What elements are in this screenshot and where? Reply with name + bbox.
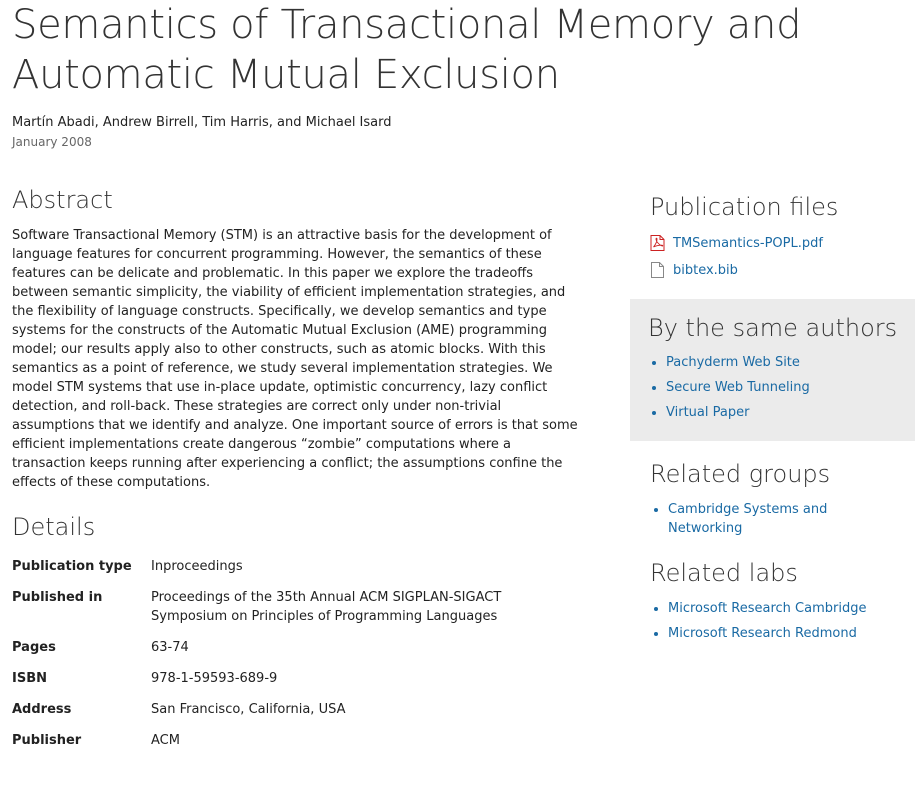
author-list: Martín Abadi, Andrew Birrell, Tim Harris, and Michael Isard: [12, 115, 392, 130]
same-author-link[interactable]: Secure Web Tunneling: [666, 380, 810, 395]
publication-date: January 2008: [12, 135, 92, 149]
abstract-heading: Abstract: [12, 186, 113, 214]
details-row-address: [12, 700, 531, 731]
same-authors-panel: [630, 299, 915, 441]
file-name: TMSemantics-POPL.pdf: [673, 236, 823, 251]
file-link-pdf[interactable]: [650, 234, 915, 253]
details-table: [12, 557, 531, 762]
details-row-publisher: [12, 731, 531, 762]
pdf-file-icon: [650, 235, 663, 250]
details-label: Published in: [12, 590, 103, 605]
related-groups-heading: Related groups: [650, 460, 831, 488]
details-value: Proceedings of the 35th Annual ACM SIGPLAN-SIGACT Symposium on Principles of Programming Languages: [151, 590, 502, 624]
list-item: [666, 353, 915, 372]
list-item: [666, 378, 915, 397]
related-labs-list: [650, 599, 915, 643]
related-labs-heading: Related labs: [650, 559, 798, 587]
list-item: [668, 599, 915, 618]
details-row-pages: [12, 638, 531, 669]
details-value: 63-74: [151, 640, 189, 655]
details-label: Address: [12, 702, 72, 717]
publication-files-list: [650, 234, 915, 288]
file-link-bib[interactable]: [650, 261, 915, 280]
details-label: Publication type: [12, 559, 132, 574]
same-author-link[interactable]: Virtual Paper: [666, 405, 750, 420]
list-item: [668, 624, 915, 643]
same-authors-list: [648, 353, 915, 422]
details-value: ACM: [151, 733, 180, 748]
details-heading: Details: [12, 513, 96, 541]
same-author-link[interactable]: Pachyderm Web Site: [666, 355, 800, 370]
details-value: 978-1-59593-689-9: [151, 671, 278, 686]
publication-files-heading: Publication files: [650, 193, 839, 221]
details-row-published-in: [12, 588, 531, 638]
list-item: [668, 500, 868, 538]
same-authors-heading: By the same authors: [648, 314, 898, 342]
document-file-icon: [650, 262, 663, 277]
abstract-text: Software Transactional Memory (STM) is an attractive basis for the development of language features for concurrent programming. However, the semantics of these features can be delicate and problematic. In this paper we explore the tradeoffs between semantic simplicity, the viability of efficient implementation strategies, and the flexibility of language constructs. Specifically, we develop semantics and type systems for the constructs of the Automatic Mutual Exclusion (AME) programming model; our results apply also to other constructs, such as atomic blocks. With this semantics as a point of reference, we study several implementation strategies. We model STM systems that use in-place update, optimistic concurrency, lazy conflict detection, and roll-back. These strategies are correct only under non-trivial assumptions that we identify and analyze. One important source of errors is that some efficient implementations create dangerous “zombie” computations where a transaction keeps running after experiencing a conflict; the assumptions confine the effects of these computations.: [12, 228, 578, 490]
related-group-link[interactable]: Cambridge Systems and Networking: [668, 502, 828, 536]
file-name: bibtex.bib: [673, 263, 738, 278]
details-label: ISBN: [12, 671, 47, 686]
list-item: [666, 403, 915, 422]
details-value: San Francisco, California, USA: [151, 702, 346, 717]
details-row-isbn: [12, 669, 531, 700]
related-lab-link[interactable]: Microsoft Research Cambridge: [668, 601, 867, 616]
details-label: Publisher: [12, 733, 82, 748]
related-lab-link[interactable]: Microsoft Research Redmond: [668, 626, 857, 641]
details-label: Pages: [12, 640, 56, 655]
details-value: Inproceedings: [151, 559, 243, 574]
page-title: Semantics of Transactional Memory and Automatic Mutual Exclusion: [12, 2, 802, 98]
related-groups-list: [650, 500, 868, 538]
details-row-publication-type: [12, 557, 531, 588]
